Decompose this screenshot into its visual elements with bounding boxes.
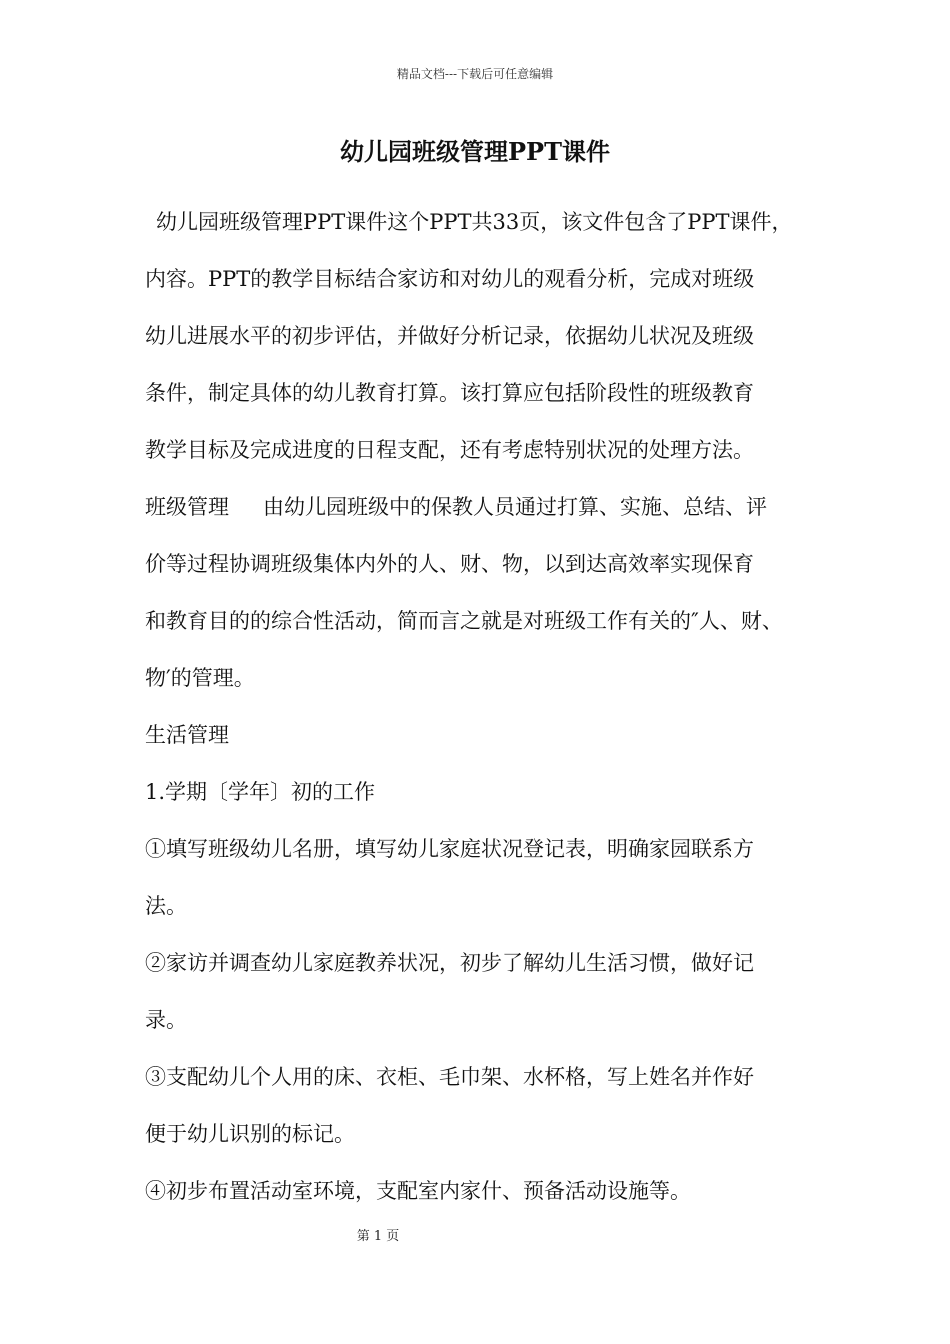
item-4-line-1: ④初步布置活动室环境，支配室内家什、预备活动设施等。 — [145, 1179, 691, 1203]
header-note: 精品文档---下载后可任意编辑 — [396, 67, 554, 81]
class-management-line-3: 和教育目的的综合性活动，简而言之就是对班级工作有关的″人、财、 — [145, 609, 783, 633]
intro-line-4: 条件，制定具体的幼儿教育打算。该打算应包括阶段性的班级教育 — [145, 381, 754, 405]
item-1-line-1: ①填写班级幼儿名册，填写幼儿家庭状况登记表，明确家园联系方 — [145, 837, 754, 861]
class-management-line-2: 价等过程协调班级集体内外的人、财、物，以到达高效率实现保育 — [145, 552, 754, 576]
document-title: 幼儿园班级管理PPT课件 — [340, 137, 610, 166]
intro-line-5: 教学目标及完成进度的日程支配，还有考虑特别状况的处理方法。 — [145, 438, 754, 462]
class-management-definition: 由幼儿园班级中的保教人员通过打算、实施、总结、评 — [263, 495, 767, 519]
life-management-heading: 生活管理 — [145, 723, 229, 747]
page-number: 第 1 页 — [356, 1229, 400, 1244]
item-2-line-1: ②家访并调查幼儿家庭教养状况，初步了解幼儿生活习惯，做好记 — [145, 951, 754, 975]
item-1-line-2: 法。 — [145, 894, 187, 918]
item-3-line-2: 便于幼儿识别的标记。 — [145, 1122, 355, 1146]
item-2-line-2: 录。 — [145, 1008, 187, 1032]
intro-line-1: 幼儿园班级管理PPT课件这个PPT共33页，该文件包含了PPT课件， — [156, 210, 793, 234]
intro-line-2: 内容。PPT的教学目标结合家访和对幼儿的观看分析，完成对班级 — [145, 267, 755, 291]
class-management-line-1 — [145, 492, 767, 522]
intro-line-3: 幼儿进展水平的初步评估，并做好分析记录，依据幼儿状况及班级 — [145, 324, 754, 348]
class-management-term: 班级管理 — [145, 495, 229, 519]
item-3-line-1: ③支配幼儿个人用的床、衣柜、毛巾架、水杯格，写上姓名并作好 — [145, 1065, 754, 1089]
term-start-heading: 1.学期〔学年〕初的工作 — [145, 780, 376, 804]
class-management-line-4: 物′的管理。 — [145, 666, 255, 690]
